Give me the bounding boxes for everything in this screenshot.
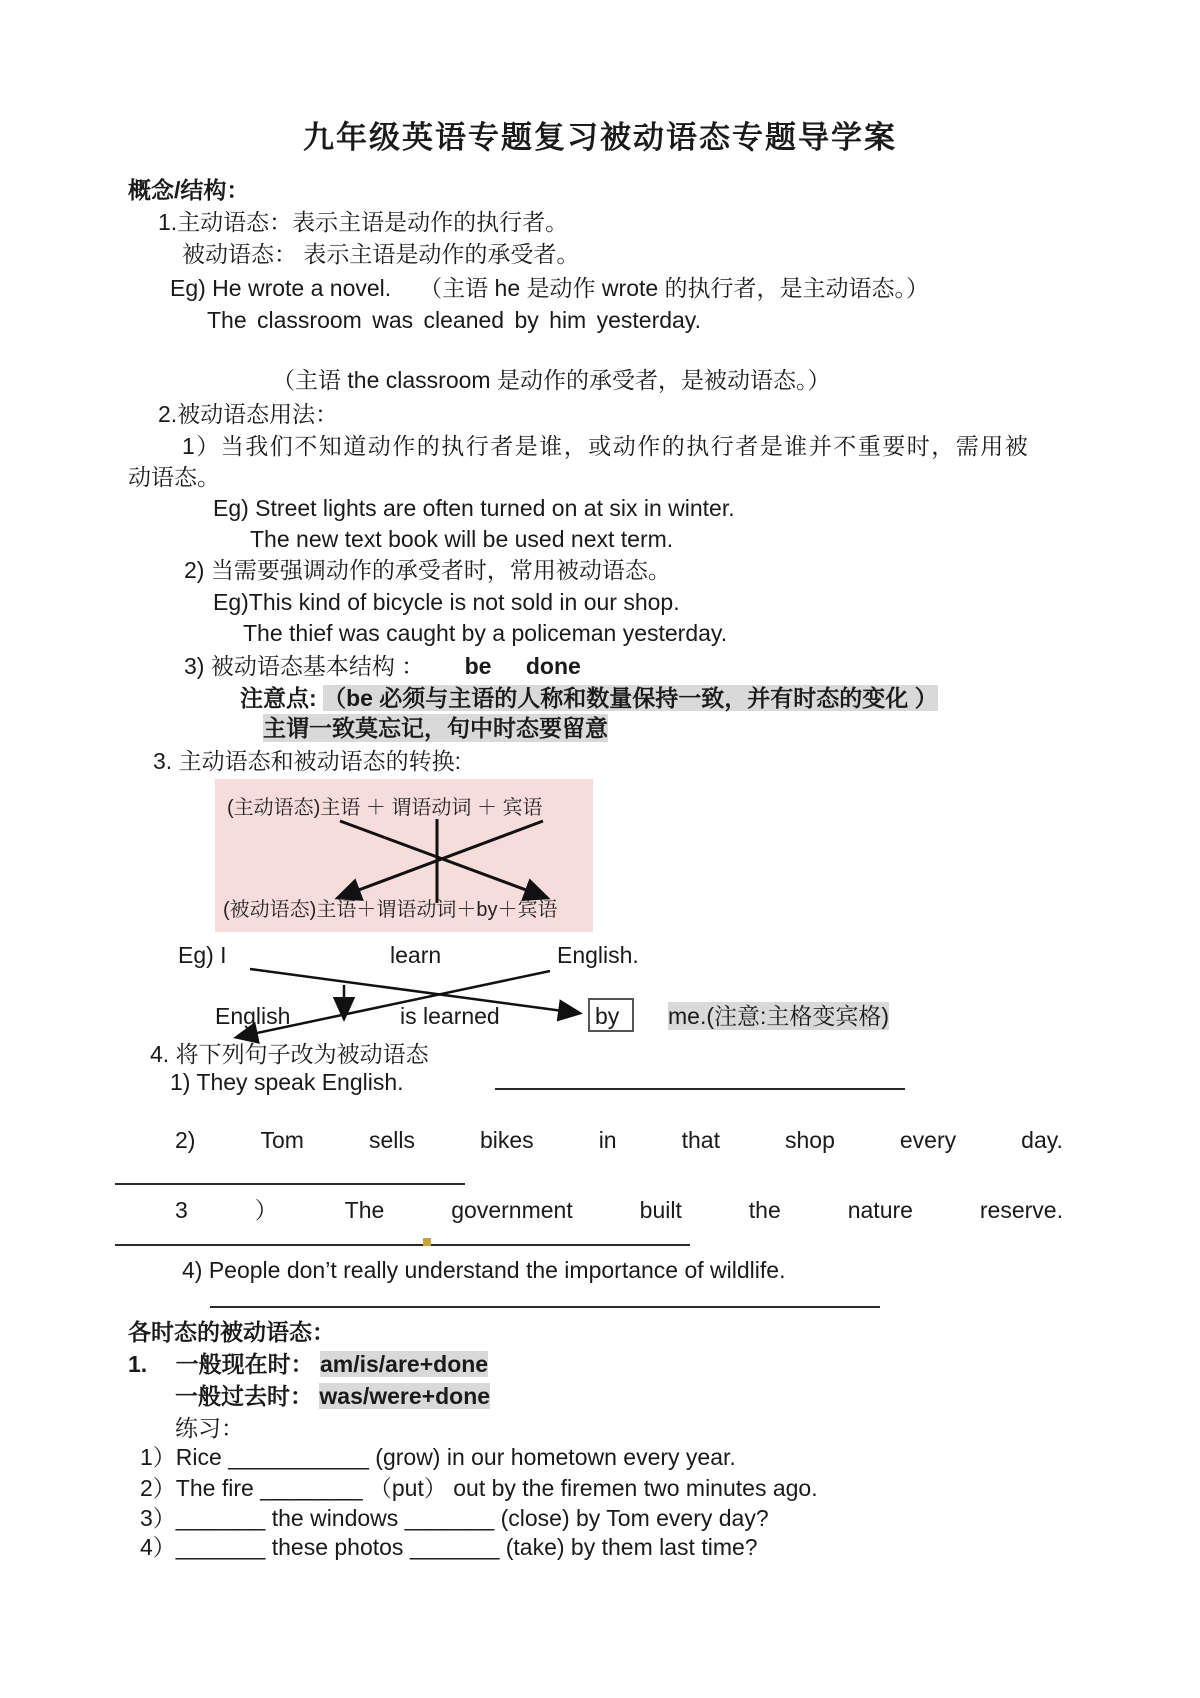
word: government [451,1197,573,1223]
answer-blank-4 [210,1306,880,1308]
usage-rule2-example-1: Eg)This kind of bicycle is not sold in our shop. [213,589,680,615]
usage-rule1-line1: 1）当我们不知道动作的执行者是谁，或动作的执行者是谁并不重要时，需用被 [182,433,1030,459]
concept-heading: 概念/结构： [128,177,250,203]
active-voice-row: (主动语态)主语 ＋ 谓语动词 ＋ 宾语 [227,797,543,819]
usage-rule3-done: done [525,653,581,679]
usage-rule1-example-1: Eg) Street lights are often turned on at six in winter. [213,495,735,521]
practice-question-4: 4）_______ these photos _______ (take) by them last time? [140,1534,758,1560]
concept-example-2: The classroom was cleaned by him yesterday. [207,307,701,333]
usage-rule3-be: be [464,653,492,679]
word: nature [847,1197,913,1223]
word: ） [254,1197,278,1223]
usage-rule1-example-2: The new text book will be used next term. [250,526,674,552]
usage-note-text: （be 必须与主语的人称和数量保持一致，并有时态的变化 ） [323,685,938,711]
passive-definition: 被动语态： 表示主语是动作的承受者。 [182,241,580,267]
conversion-heading: 3. 主动语态和被动语态的转换: [153,748,461,774]
exercise1-item4: 4) People don’t really understand the importance of wildlife. [182,1257,786,1283]
example-passive-subject: English [215,1003,291,1029]
practice-question-2: 2）The fire ________ （put） out by the firemen two minutes ago. [140,1475,818,1501]
concept-example-2-note: （主语 the classroom 是动作的承受者，是被动语态。） [272,367,831,393]
word: bikes [479,1127,534,1153]
tense-present [128,1350,488,1378]
exercise1-item2 [175,1126,1063,1154]
tenses-heading: 各时态的被动语态： [128,1319,335,1345]
usage-note [240,684,938,712]
answer-blank-1 [495,1088,905,1090]
practice-question-1: 1）Rice ___________ (grow) in our hometown every year. [140,1444,736,1470]
word: Tom [260,1127,304,1153]
page-title: 九年级英语专题复习被动语态专题导学案 [303,120,897,156]
example-active-object: English. [557,942,639,968]
usage-rule3 [184,652,581,680]
word: 3 [175,1197,188,1223]
answer-mark [423,1238,431,1246]
word: The [344,1197,385,1223]
exercise1-item3 [175,1196,1063,1224]
answer-blank-2 [115,1183,465,1185]
word: reserve. [979,1197,1063,1223]
by-box: by [588,998,634,1032]
usage-note-label: 注意点: [240,685,317,711]
usage-note-rhyme: 主谓一致莫忘记，句中时态要留意 [263,715,608,741]
usage-heading: 2.被动语态用法： [158,401,339,427]
example-passive-rest: me.(注意:主格变宾格) [668,1003,890,1029]
word: every [899,1127,957,1153]
practice-label: 练习： [175,1415,244,1441]
present-tense-label: 一般现在时： [175,1351,314,1377]
word: in [598,1127,617,1153]
present-tense-formula: am/is/are+done [319,1351,489,1377]
word: sells [368,1127,415,1153]
exercise1-heading: 4. 将下列句子改为被动语态 [150,1041,429,1067]
voice-conversion-diagram [215,779,593,932]
practice-question-3: 3）_______ the windows _______ (close) by Tom every day? [140,1505,769,1531]
answer-blank-3 [115,1244,690,1246]
past-tense-label: 一般过去时： [175,1383,313,1409]
tense-past [175,1382,490,1410]
tense-number: 1. [128,1351,148,1377]
active-definition: 1.主动语态：表示主语是动作的执行者。 [158,209,569,235]
word: 2) [175,1127,196,1153]
example-active-subject: Eg) I [178,942,227,968]
word: that [681,1127,720,1153]
example-arrows [150,935,910,1050]
word: built [639,1197,682,1223]
usage-rule2-example-2: The thief was caught by a policeman yesterday. [243,620,728,646]
concept-example-1-en: Eg) He wrote a novel. [170,275,392,301]
concept-example-1 [170,274,929,302]
past-tense-formula: was/were+done [319,1383,491,1409]
word: day. [1021,1127,1063,1153]
exercise1-item1: 1) They speak English. [170,1069,404,1095]
example-passive-verb: is learned [400,1003,500,1029]
passive-voice-row: (被动语态)主语＋谓语动词＋by＋宾语 [223,899,558,921]
example-active-verb: learn [390,942,442,968]
concept-example-1-note: （主语 he 是动作 wrote 的执行者，是主动语态。） [419,275,930,301]
word: shop [785,1127,835,1153]
usage-rule2: 2) 当需要强调动作的承受者时，常用被动语态。 [184,557,671,583]
usage-rule3-label: 3) 被动语态基本结构 ： [184,653,425,679]
usage-rule1-line2: 动语态。 [128,464,220,490]
crossover-arrows [215,779,593,932]
word: the [748,1197,781,1223]
